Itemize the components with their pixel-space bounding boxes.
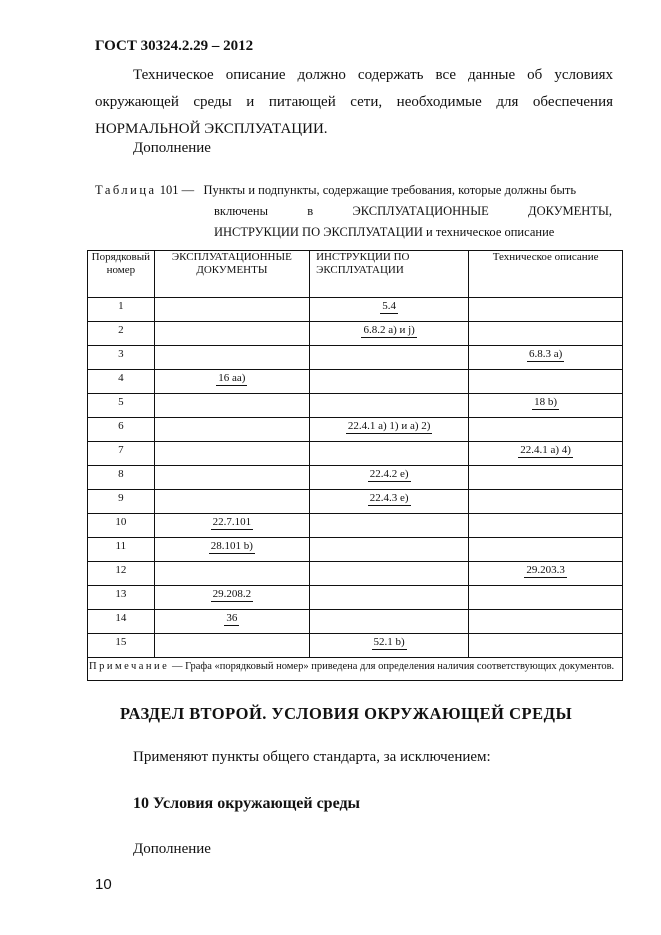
page-number: 10 xyxy=(95,876,112,893)
table-row xyxy=(88,634,623,658)
cell-order-number xyxy=(88,514,155,538)
cell-order-number xyxy=(88,370,155,394)
table-row xyxy=(88,370,623,394)
table-row xyxy=(88,514,623,538)
cell-order-number-text: 3 xyxy=(118,348,124,360)
cell-technical-description xyxy=(469,346,623,370)
cell-order-number-text: 11 xyxy=(115,540,127,552)
cell-operational-docs xyxy=(154,514,309,538)
cell-operating-instructions-text: 5.4 xyxy=(382,300,397,312)
table-note-label: Примечание xyxy=(89,661,170,672)
cell-operating-instructions xyxy=(310,634,469,658)
cell-operational-docs xyxy=(154,346,309,370)
cell-order-number-text: 15 xyxy=(115,636,127,648)
cell-technical-description xyxy=(469,466,623,490)
cell-operating-instructions xyxy=(310,346,469,370)
cell-order-number xyxy=(88,562,155,586)
cell-operating-instructions xyxy=(310,610,469,634)
cell-order-number-text: 10 xyxy=(115,516,127,528)
cell-operating-instructions xyxy=(310,370,469,394)
table-caption-line-3: ИНСТРУКЦИИ ПО ЭКСПЛУАТАЦИИ и техническое описание xyxy=(214,225,555,239)
intro-line-3: НОРМАЛЬНОЙ ЭКСПЛУАТАЦИИ. xyxy=(95,121,328,137)
cell-technical-description xyxy=(469,586,623,610)
cell-technical-description xyxy=(469,610,623,634)
cell-operational-docs xyxy=(154,490,309,514)
table-caption-line-2: включены в ЭКСПЛУАТАЦИОННЫЕ ДОКУМЕНТЫ, xyxy=(214,204,612,218)
cell-operating-instructions-text: 22.4.3 e) xyxy=(369,492,409,504)
cell-order-number-text: 2 xyxy=(118,324,124,336)
cell-order-number-text: 9 xyxy=(118,492,124,504)
cell-order-number xyxy=(88,538,155,562)
cell-order-number xyxy=(88,586,155,610)
cell-order-number-text: 1 xyxy=(118,300,124,312)
cell-operating-instructions xyxy=(310,490,469,514)
cell-technical-description xyxy=(469,562,623,586)
cell-technical-description xyxy=(469,298,623,322)
cell-technical-description xyxy=(469,442,623,466)
cell-operating-instructions xyxy=(310,514,469,538)
cell-operating-instructions xyxy=(310,322,469,346)
cell-order-number xyxy=(88,466,155,490)
cell-operational-docs xyxy=(154,562,309,586)
table-caption-text-1: Пункты и подпункты, содержащие требования, которые должны быть xyxy=(203,183,577,197)
cell-order-number xyxy=(88,346,155,370)
header-technical-description: Техническое описание xyxy=(469,251,623,298)
cell-technical-description-text: 22.4.1 a) 4) xyxy=(520,444,571,456)
cell-operational-docs xyxy=(154,322,309,346)
cell-order-number-text: 12 xyxy=(115,564,127,576)
cell-operating-instructions-text: 22.4.2 e) xyxy=(369,468,409,480)
supplement-label-2: Дополнение xyxy=(133,841,211,857)
cell-order-number xyxy=(88,490,155,514)
cell-operational-docs xyxy=(154,370,309,394)
cell-order-number xyxy=(88,322,155,346)
cell-technical-description xyxy=(469,514,623,538)
cell-technical-description xyxy=(469,394,623,418)
cell-operational-docs xyxy=(154,538,309,562)
cell-operational-docs-text: 29.208.2 xyxy=(212,588,252,600)
cell-operating-instructions xyxy=(310,442,469,466)
header-operating-instructions: ИНСТРУКЦИИ ПО ЭКСПЛУАТАЦИИ xyxy=(310,251,469,298)
cell-operating-instructions xyxy=(310,538,469,562)
section-title: РАЗДЕЛ ВТОРОЙ. УСЛОВИЯ ОКРУЖАЮЩЕЙ СРЕДЫ xyxy=(120,704,573,723)
subsection-title: 10 Условия окружающей среды xyxy=(133,795,361,812)
intro-line-1: Техническое описание должно содержать все данные об условиях xyxy=(133,67,613,83)
table-header-row xyxy=(88,251,623,298)
cell-operational-docs xyxy=(154,418,309,442)
cell-operating-instructions xyxy=(310,586,469,610)
cell-operating-instructions xyxy=(310,418,469,442)
apply-text: Применяют пункты общего стандарта, за исключением: xyxy=(133,749,491,765)
table-row xyxy=(88,586,623,610)
cell-order-number-text: 5 xyxy=(118,396,124,408)
table-note xyxy=(88,658,623,681)
cell-order-number-text: 13 xyxy=(115,588,127,600)
table-caption-line-1 xyxy=(95,183,576,198)
cell-operating-instructions xyxy=(310,466,469,490)
cell-order-number-text: 6 xyxy=(118,420,124,432)
table-row xyxy=(88,610,623,634)
cell-order-number xyxy=(88,418,155,442)
cell-operational-docs xyxy=(154,634,309,658)
requirements-table xyxy=(87,250,623,681)
cell-order-number-text: 4 xyxy=(118,372,124,384)
table-caption-number: 101 — xyxy=(159,183,195,197)
table-row xyxy=(88,466,623,490)
cell-technical-description xyxy=(469,634,623,658)
table-note-text: — Графа «порядковый номер» приведена для определения наличия соответствующих документов. xyxy=(171,661,615,672)
header-order-number: Порядковый номер xyxy=(88,251,155,298)
cell-order-number xyxy=(88,442,155,466)
table-row xyxy=(88,346,623,370)
table-row xyxy=(88,394,623,418)
table-row xyxy=(88,418,623,442)
cell-order-number-text: 7 xyxy=(118,444,124,456)
cell-operational-docs xyxy=(154,466,309,490)
intro-line-2: окружающей среды и питающей сети, необходимые для обеспечения xyxy=(95,94,613,110)
table-row xyxy=(88,538,623,562)
cell-operational-docs xyxy=(154,586,309,610)
cell-operating-instructions-text: 22.4.1 a) 1) и a) 2) xyxy=(347,420,431,432)
cell-order-number-text: 14 xyxy=(115,612,127,624)
cell-operational-docs-text: 16 aa) xyxy=(218,372,246,384)
cell-technical-description-text: 18 b) xyxy=(534,396,558,408)
table-row xyxy=(88,298,623,322)
cell-technical-description xyxy=(469,418,623,442)
cell-operating-instructions xyxy=(310,562,469,586)
table-row xyxy=(88,322,623,346)
cell-order-number xyxy=(88,394,155,418)
cell-operational-docs-text: 36 xyxy=(226,612,238,624)
cell-order-number-text: 8 xyxy=(118,468,124,480)
table-caption-prefix: Таблица xyxy=(95,183,157,197)
table-row xyxy=(88,490,623,514)
table-row xyxy=(88,442,623,466)
cell-technical-description xyxy=(469,538,623,562)
header-operational-docs: ЭКСПЛУАТАЦИОННЫЕ ДОКУМЕНТЫ xyxy=(154,251,309,298)
cell-technical-description xyxy=(469,322,623,346)
cell-operating-instructions-text: 52.1 b) xyxy=(373,636,405,648)
cell-operational-docs xyxy=(154,394,309,418)
cell-operational-docs xyxy=(154,298,309,322)
cell-technical-description xyxy=(469,490,623,514)
cell-technical-description-text: 29.203.3 xyxy=(526,564,565,576)
supplement-label: Дополнение xyxy=(133,140,211,156)
table-body xyxy=(88,298,623,658)
cell-operational-docs-text: 28.101 b) xyxy=(210,540,253,552)
table-note-row xyxy=(88,658,623,681)
cell-operational-docs-text: 22.7.101 xyxy=(212,516,252,528)
table-row xyxy=(88,562,623,586)
cell-operating-instructions xyxy=(310,298,469,322)
cell-operating-instructions-text: 6.8.2 a) и j) xyxy=(363,324,415,336)
document-header: ГОСТ 30324.2.29 – 2012 xyxy=(95,38,254,54)
cell-operational-docs xyxy=(154,442,309,466)
cell-order-number xyxy=(88,610,155,634)
cell-technical-description-text: 6.8.3 a) xyxy=(528,348,563,360)
cell-order-number xyxy=(88,634,155,658)
cell-operational-docs xyxy=(154,610,309,634)
intro-paragraph xyxy=(95,62,613,143)
cell-operating-instructions xyxy=(310,394,469,418)
cell-technical-description xyxy=(469,370,623,394)
cell-order-number xyxy=(88,298,155,322)
